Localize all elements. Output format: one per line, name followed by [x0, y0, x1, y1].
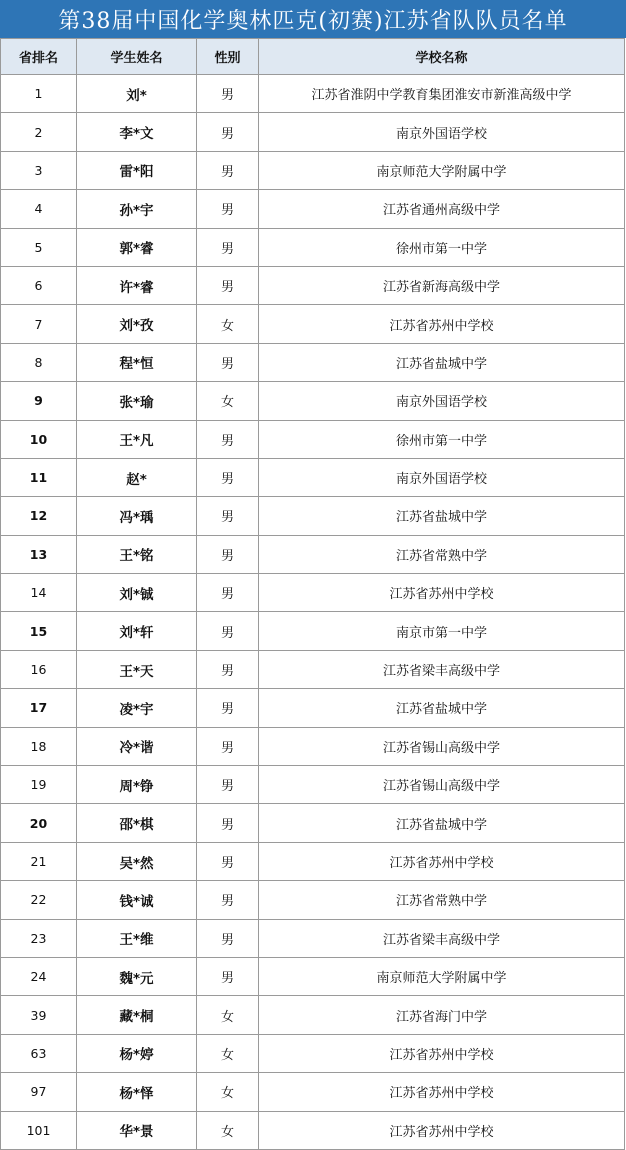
cell-school: 南京师范大学附属中学 — [259, 957, 625, 995]
cell-rank: 24 — [1, 957, 77, 995]
cell-gender: 男 — [197, 343, 259, 381]
cell-gender: 男 — [197, 957, 259, 995]
cell-gender: 男 — [197, 612, 259, 650]
header-rank: 省排名 — [1, 39, 77, 75]
table-row — [1, 727, 625, 765]
cell-school: 江苏省淮阴中学教育集团淮安市新淮高级中学 — [259, 75, 625, 113]
cell-student-name: 许*睿 — [77, 266, 197, 304]
cell-student-name: 藏*桐 — [77, 996, 197, 1034]
cell-student-name: 华*景 — [77, 1111, 197, 1149]
cell-school: 江苏省梁丰高级中学 — [259, 919, 625, 957]
cell-gender: 女 — [197, 1034, 259, 1072]
cell-school: 江苏省梁丰高级中学 — [259, 650, 625, 688]
table-row — [1, 612, 625, 650]
cell-school: 江苏省锡山高级中学 — [259, 727, 625, 765]
cell-student-name: 孙*宇 — [77, 190, 197, 228]
cell-gender: 男 — [197, 650, 259, 688]
table-row — [1, 305, 625, 343]
cell-rank: 23 — [1, 919, 77, 957]
table-row — [1, 766, 625, 804]
cell-school: 江苏省盐城中学 — [259, 689, 625, 727]
cell-school: 江苏省常熟中学 — [259, 535, 625, 573]
cell-gender: 男 — [197, 535, 259, 573]
cell-rank: 8 — [1, 343, 77, 381]
cell-student-name: 王*天 — [77, 650, 197, 688]
cell-rank: 16 — [1, 650, 77, 688]
table-row — [1, 842, 625, 880]
table-row — [1, 574, 625, 612]
cell-student-name: 邵*棋 — [77, 804, 197, 842]
cell-gender: 男 — [197, 420, 259, 458]
cell-rank: 13 — [1, 535, 77, 573]
cell-rank: 1 — [1, 75, 77, 113]
cell-gender: 男 — [197, 228, 259, 266]
roster-body — [1, 75, 625, 1150]
cell-rank: 7 — [1, 305, 77, 343]
cell-school: 江苏省苏州中学校 — [259, 1073, 625, 1111]
cell-school: 江苏省苏州中学校 — [259, 1111, 625, 1149]
cell-gender: 男 — [197, 190, 259, 228]
cell-school: 南京外国语学校 — [259, 113, 625, 151]
table-row — [1, 1073, 625, 1111]
cell-school: 江苏省苏州中学校 — [259, 1034, 625, 1072]
cell-gender: 男 — [197, 804, 259, 842]
cell-school: 江苏省锡山高级中学 — [259, 766, 625, 804]
cell-student-name: 周*铮 — [77, 766, 197, 804]
cell-rank: 21 — [1, 842, 77, 880]
cell-rank: 15 — [1, 612, 77, 650]
cell-rank: 22 — [1, 881, 77, 919]
cell-school: 江苏省苏州中学校 — [259, 305, 625, 343]
cell-student-name: 魏*元 — [77, 957, 197, 995]
header-gender: 性别 — [197, 39, 259, 75]
cell-rank: 4 — [1, 190, 77, 228]
table-row — [1, 190, 625, 228]
cell-gender: 男 — [197, 842, 259, 880]
cell-student-name: 雷*阳 — [77, 151, 197, 189]
table-row — [1, 75, 625, 113]
cell-school: 南京师范大学附属中学 — [259, 151, 625, 189]
header-school: 学校名称 — [259, 39, 625, 75]
cell-gender: 女 — [197, 305, 259, 343]
cell-school: 江苏省盐城中学 — [259, 804, 625, 842]
table-row — [1, 266, 625, 304]
table-row — [1, 535, 625, 573]
table-row — [1, 113, 625, 151]
cell-school: 江苏省常熟中学 — [259, 881, 625, 919]
cell-student-name: 杨*婷 — [77, 1034, 197, 1072]
table-row — [1, 343, 625, 381]
table-row — [1, 650, 625, 688]
table-row — [1, 497, 625, 535]
cell-school: 江苏省盐城中学 — [259, 497, 625, 535]
cell-rank: 2 — [1, 113, 77, 151]
table-row — [1, 228, 625, 266]
cell-student-name: 吴*然 — [77, 842, 197, 880]
cell-rank: 17 — [1, 689, 77, 727]
cell-rank: 63 — [1, 1034, 77, 1072]
cell-rank: 18 — [1, 727, 77, 765]
cell-school: 徐州市第一中学 — [259, 228, 625, 266]
cell-rank: 10 — [1, 420, 77, 458]
cell-gender: 女 — [197, 1111, 259, 1149]
cell-gender: 男 — [197, 151, 259, 189]
table-header-row — [1, 39, 625, 75]
table-row — [1, 881, 625, 919]
cell-gender: 男 — [197, 458, 259, 496]
cell-school: 江苏省新海高级中学 — [259, 266, 625, 304]
cell-rank: 97 — [1, 1073, 77, 1111]
cell-school: 江苏省苏州中学校 — [259, 842, 625, 880]
cell-gender: 男 — [197, 766, 259, 804]
cell-school: 南京外国语学校 — [259, 382, 625, 420]
cell-rank: 12 — [1, 497, 77, 535]
cell-rank: 19 — [1, 766, 77, 804]
table-row — [1, 996, 625, 1034]
cell-student-name: 张*瑜 — [77, 382, 197, 420]
cell-gender: 女 — [197, 996, 259, 1034]
cell-student-name: 刘*轩 — [77, 612, 197, 650]
cell-gender: 男 — [197, 75, 259, 113]
cell-student-name: 王*维 — [77, 919, 197, 957]
table-row — [1, 151, 625, 189]
cell-school: 南京市第一中学 — [259, 612, 625, 650]
table-row — [1, 957, 625, 995]
cell-rank: 39 — [1, 996, 77, 1034]
table-row — [1, 919, 625, 957]
cell-rank: 20 — [1, 804, 77, 842]
cell-rank: 11 — [1, 458, 77, 496]
cell-student-name: 杨*怿 — [77, 1073, 197, 1111]
cell-student-name: 王*凡 — [77, 420, 197, 458]
cell-student-name: 程*恒 — [77, 343, 197, 381]
cell-gender: 男 — [197, 574, 259, 612]
cell-gender: 男 — [197, 497, 259, 535]
cell-student-name: 钱*诚 — [77, 881, 197, 919]
table-row — [1, 1111, 625, 1149]
cell-school: 江苏省海门中学 — [259, 996, 625, 1034]
cell-student-name: 刘*孜 — [77, 305, 197, 343]
table-row — [1, 1034, 625, 1072]
cell-gender: 女 — [197, 1073, 259, 1111]
table-row — [1, 689, 625, 727]
cell-student-name: 李*文 — [77, 113, 197, 151]
cell-school: 江苏省通州高级中学 — [259, 190, 625, 228]
cell-rank: 6 — [1, 266, 77, 304]
cell-school: 徐州市第一中学 — [259, 420, 625, 458]
cell-gender: 女 — [197, 382, 259, 420]
cell-student-name: 刘* — [77, 75, 197, 113]
cell-school: 南京外国语学校 — [259, 458, 625, 496]
cell-gender: 男 — [197, 881, 259, 919]
table-row — [1, 382, 625, 420]
cell-student-name: 赵* — [77, 458, 197, 496]
cell-student-name: 冯*瑀 — [77, 497, 197, 535]
cell-school: 江苏省盐城中学 — [259, 343, 625, 381]
cell-gender: 男 — [197, 266, 259, 304]
cell-student-name: 刘*铖 — [77, 574, 197, 612]
cell-school: 江苏省苏州中学校 — [259, 574, 625, 612]
cell-student-name: 凌*宇 — [77, 689, 197, 727]
cell-gender: 男 — [197, 689, 259, 727]
roster-table — [0, 38, 625, 1150]
cell-rank: 101 — [1, 1111, 77, 1149]
cell-student-name: 王*铭 — [77, 535, 197, 573]
cell-rank: 3 — [1, 151, 77, 189]
cell-rank: 14 — [1, 574, 77, 612]
cell-gender: 男 — [197, 727, 259, 765]
cell-student-name: 冷*谐 — [77, 727, 197, 765]
cell-rank: 9 — [1, 382, 77, 420]
cell-gender: 男 — [197, 919, 259, 957]
table-row — [1, 804, 625, 842]
table-row — [1, 420, 625, 458]
header-name: 学生姓名 — [77, 39, 197, 75]
cell-gender: 男 — [197, 113, 259, 151]
table-row — [1, 458, 625, 496]
cell-student-name: 郭*睿 — [77, 228, 197, 266]
page-title: 第38届中国化学奥林匹克(初赛)江苏省队队员名单 — [0, 0, 626, 38]
cell-rank: 5 — [1, 228, 77, 266]
